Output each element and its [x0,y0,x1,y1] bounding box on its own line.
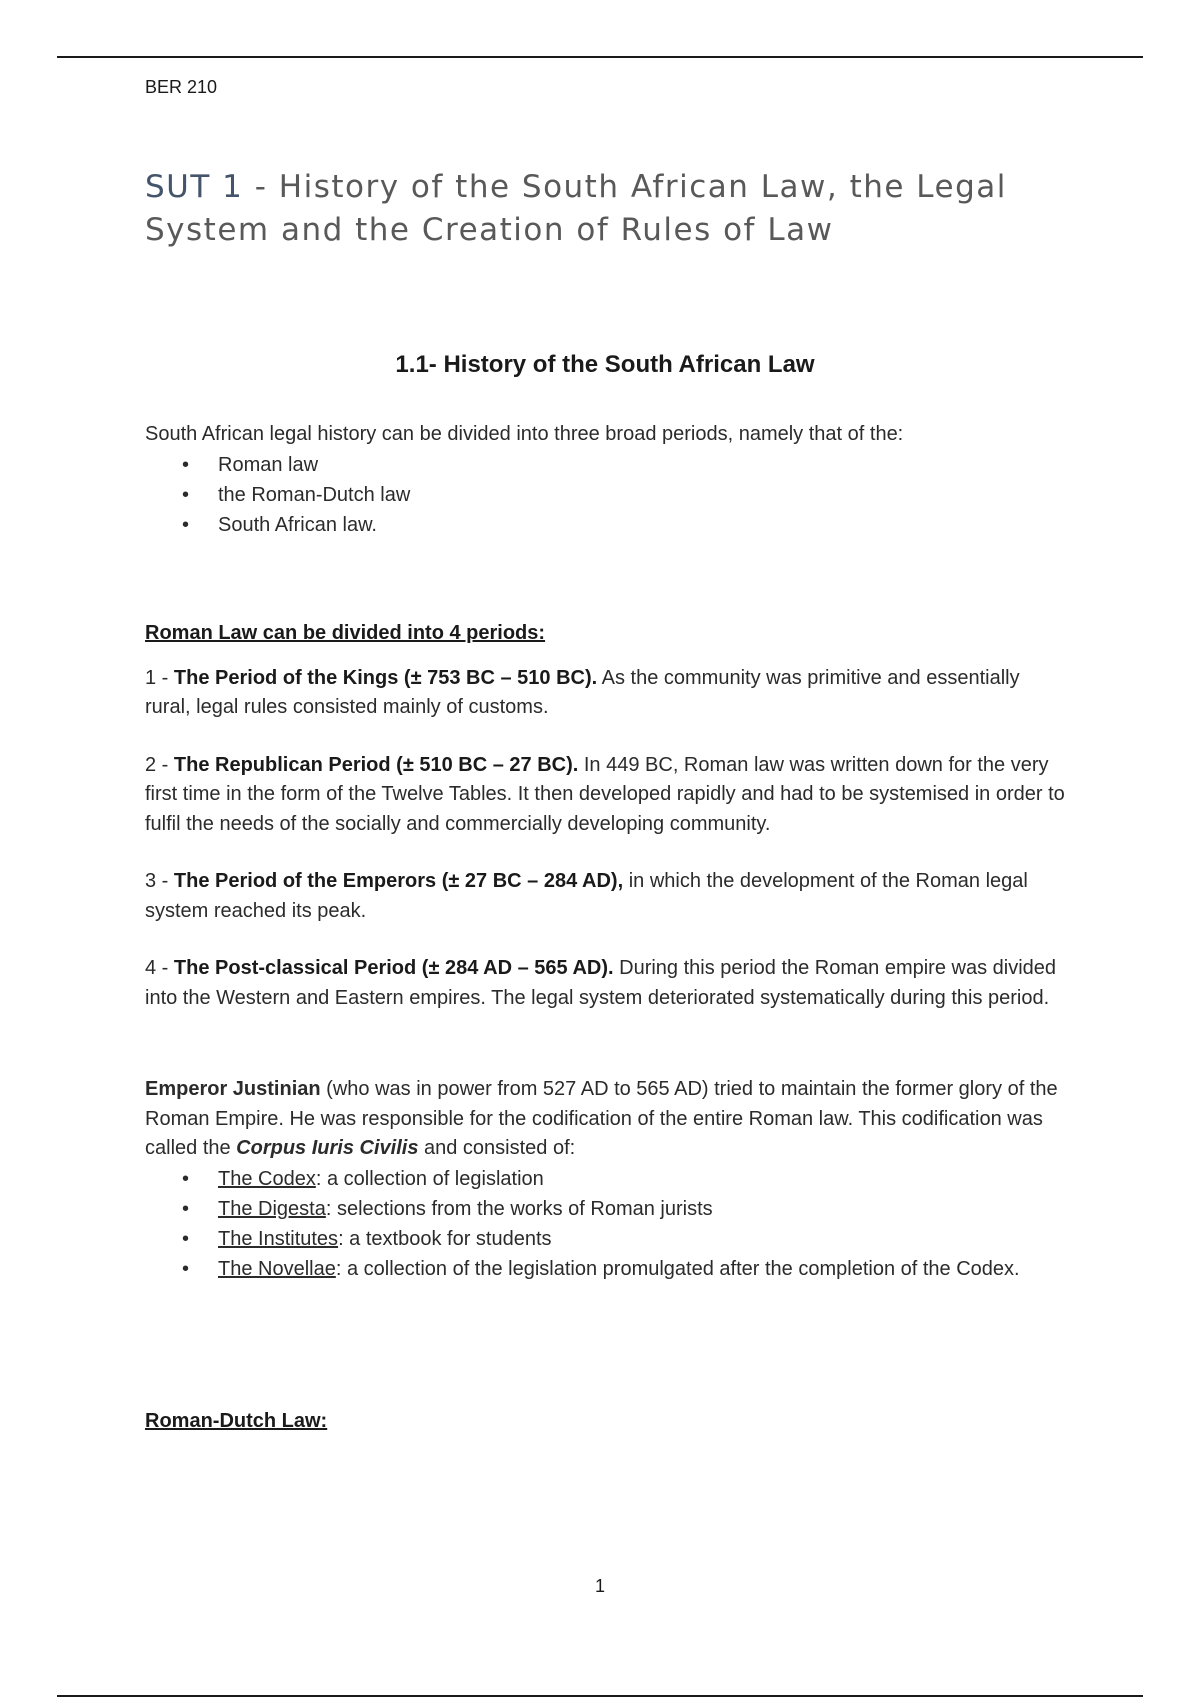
list-item: • Roman law [182,450,1065,480]
period-paragraph: 4 - The Post-classical Period (± 284 AD – 565 AD). During this period the Roman empire was divided into the Western and Eastern empires. The legal system deteriorated systematically during this period. [145,957,1057,1009]
list-item: • the Roman-Dutch law [182,480,1065,510]
bullet-icon: • [182,453,190,476]
bullet-icon: • [182,1257,190,1280]
list-item: • The Novellae: a collection of the legislation promulgated after the completion of the Codex. [182,1254,1065,1284]
periods-list [145,450,1065,540]
page-number: 1 [594,1576,605,1596]
period-paragraph: 3 - The Period of the Emperors (± 27 BC – 284 AD), in which the development of the Roman legal system reached its peak. [145,870,1028,922]
bullet-icon: • [182,513,190,536]
course-code: BER 210 [145,77,218,97]
section-heading: 1.1- History of the South African Law [395,351,815,378]
intro-paragraph: South African legal history can be divided into three broad periods, namely that of the: [145,423,904,445]
period-paragraph: 2 - The Republican Period (± 510 BC – 27 BC). In 449 BC, Roman law was written down for the very first time in the form of the Twelve Tables. It then developed rapidly and had to be systemised in order to fulfil the needs of the socially and commercially developing community. [145,753,1065,835]
top-rule [57,56,1143,58]
list-item: • South African law. [182,510,1065,540]
list-item: • The Codex: a collection of legislation [182,1164,1065,1194]
page-content [145,72,1065,1436]
period-paragraph: 1 - The Period of the Kings (± 753 BC – 510 BC). As the community was primitive and essentially rural, legal rules consisted mainly of customs. [145,666,1020,718]
title-rest: - History of the South African Law, the Legal System and the Creation of Rules of Law [145,169,1007,248]
list-item: • The Digesta: selections from the works of Roman jurists [182,1194,1065,1224]
corpus-list [145,1164,1065,1284]
bullet-icon: • [182,1227,190,1250]
justinian-paragraph: Emperor Justinian (who was in power from 527 AD to 565 AD) tried to maintain the former glory of the Roman Empire. He was responsible for the codification of the entire Roman law. This codification was called the Corpus Iuris Civilis and consisted of: [145,1078,1058,1159]
roman-law-heading: Roman Law can be divided into 4 periods: [145,621,546,644]
title-sut: SUT 1 [145,169,244,205]
bullet-icon: • [182,1197,190,1220]
bottom-rule [57,1695,1143,1697]
list-item: • The Institutes: a textbook for students [182,1224,1065,1254]
document-title [145,166,1065,252]
bullet-icon: • [182,483,190,506]
bullet-icon: • [182,1167,190,1190]
roman-dutch-heading: Roman-Dutch Law: [145,1409,328,1432]
